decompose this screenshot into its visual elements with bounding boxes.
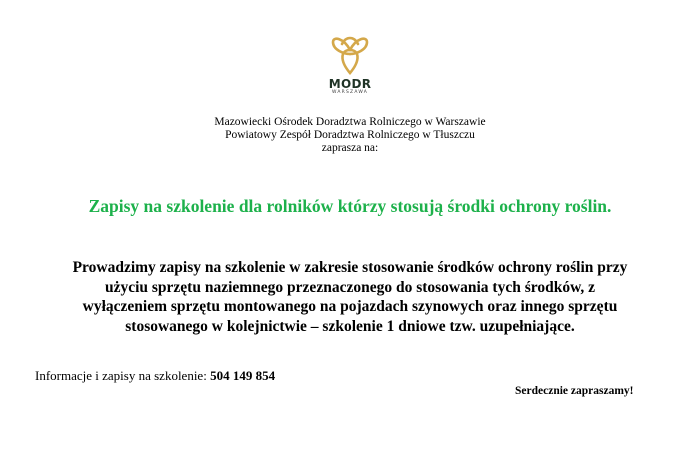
description-line: użyciu sprzętu naziemnego przeznaczonego do stosowania tych środków, z	[104, 278, 596, 296]
closing-text: Serdecznie zapraszamy!	[515, 385, 634, 397]
header-line-invite: zaprasza na:	[321, 142, 379, 154]
organizer-header	[0, 116, 700, 155]
page-title: Zapisy na szkolenie dla rolników którzy stosują środki ochrony roślin.	[88, 196, 612, 216]
description-line: stosowanego w kolejnictwie – szkolenie 1 dniowe tzw. uzupełniające.	[125, 317, 575, 335]
description-paragraph	[30, 258, 670, 336]
contact-phone: 504 149 854	[210, 368, 276, 383]
modr-logo	[327, 32, 373, 104]
contact-info	[35, 368, 275, 384]
logo-name: MODR	[328, 77, 372, 91]
description-line: Prowadzimy zapisy na szkolenie w zakresie stosowanie środków ochrony roślin przy	[72, 259, 628, 276]
trefoil-knot-icon	[330, 32, 370, 76]
logo-subtitle: WARSZAWA	[331, 90, 369, 95]
description-line: wyłączeniem sprzętu montowanego na pojazdach szynowych oraz innego sprzętu	[82, 298, 618, 315]
header-line-team: Powiatowy Zespół Doradztwa Rolniczego w Tłuszczu	[225, 129, 475, 141]
header-line-organization: Mazowiecki Ośrodek Doradztwa Rolniczego w Warszawie	[214, 116, 486, 128]
contact-label: Informacje i zapisy na szkolenie:	[35, 368, 211, 383]
